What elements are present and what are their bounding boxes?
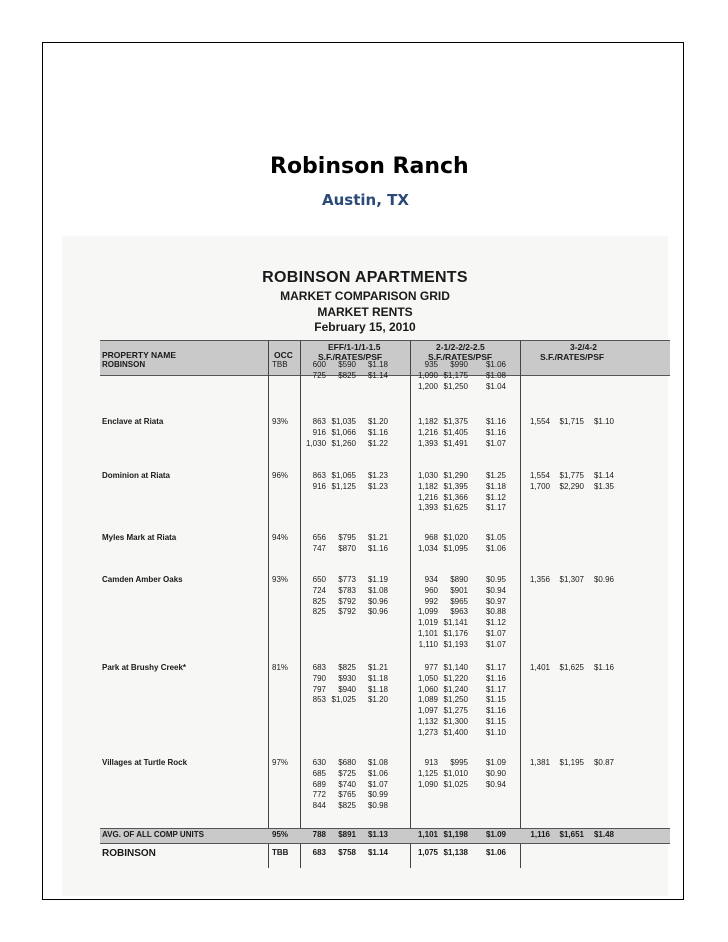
rate-value: $1,260	[331, 438, 356, 448]
sf-value: 1,182	[417, 417, 438, 426]
rate-value: $1,240	[443, 684, 468, 694]
rate-value: $1,195	[559, 758, 584, 767]
sf-value: 724	[312, 585, 326, 595]
rate-value: $792	[338, 607, 356, 617]
sf-value: 1,182	[417, 481, 438, 491]
rate-value: $1,065	[331, 471, 356, 480]
sf-value: 863	[312, 471, 326, 480]
occupancy-value: 93%	[272, 575, 289, 584]
psf-value: $1.20	[367, 695, 388, 705]
rate-value: $940	[338, 684, 356, 694]
sf-value: 1,554	[529, 471, 550, 480]
psf-value: $1.06	[485, 848, 506, 857]
psf-value: $1.18	[367, 673, 388, 683]
sf-value: 656	[312, 533, 326, 542]
rate-value: $1,307	[559, 575, 584, 584]
occupancy-value: 95%	[272, 830, 289, 839]
psf-value: $1.17	[485, 503, 506, 513]
psf-value: $1.16	[593, 663, 614, 672]
header-group2-bottom: S.F./RATES/PSF	[428, 352, 493, 362]
sheet-subtitle-2: MARKET RENTS	[317, 305, 413, 319]
psf-value: $1.25	[485, 471, 506, 480]
sf-value: 1,090	[417, 779, 438, 789]
rate-value: $1,290	[443, 471, 468, 480]
rate-value: $795	[338, 533, 356, 542]
rate-value: $825	[338, 370, 356, 380]
psf-value: $0.98	[367, 801, 388, 811]
psf-value: $0.96	[367, 596, 388, 606]
psf-value: $1.08	[485, 370, 506, 380]
column-divider	[268, 340, 269, 868]
header-property-name: PROPERTY NAME	[102, 350, 176, 360]
rate-value: $2,290	[559, 481, 584, 491]
comparison-table	[100, 340, 670, 868]
rate-value: $1,176	[443, 629, 468, 638]
psf-value: $1.18	[367, 684, 388, 694]
psf-value: $0.96	[367, 607, 388, 617]
robinson-total-label: ROBINSON	[102, 848, 156, 859]
sf-value: 1,099	[417, 607, 438, 617]
average-label: AVG. OF ALL COMP UNITS	[102, 830, 204, 839]
sheet-subtitle: MARKET COMPARISON GRID	[280, 289, 450, 303]
rate-value: $1,275	[443, 706, 468, 716]
sf-value: 685	[312, 768, 326, 778]
psf-value: $1.35	[593, 481, 614, 491]
rate-value: $1,025	[443, 779, 468, 789]
rate-value: $1,400	[443, 727, 468, 737]
property-name: Camden Amber Oaks	[102, 575, 183, 584]
rate-value: $1,035	[331, 417, 356, 426]
psf-value: $1.21	[367, 533, 388, 542]
scanned-market-grid	[62, 236, 668, 896]
sf-value: 1,101	[417, 830, 438, 839]
rate-value: $725	[338, 768, 356, 778]
psf-value: $1.21	[367, 663, 388, 672]
psf-value: $0.87	[593, 758, 614, 767]
sf-value: 1,097	[417, 706, 438, 716]
psf-value: $1.16	[367, 543, 388, 553]
sf-value: 1,132	[417, 717, 438, 726]
column-divider	[410, 340, 411, 868]
rate-value: $1,125	[331, 481, 356, 491]
psf-value: $1.13	[367, 830, 388, 839]
psf-value: $0.94	[485, 779, 506, 789]
sf-value: 992	[424, 596, 438, 606]
rate-value: $1,010	[443, 768, 468, 778]
psf-value: $1.12	[485, 492, 506, 502]
property-name: Myles Mark at Riata	[102, 533, 177, 542]
sf-value: 1,034	[417, 543, 438, 553]
rate-value: $1,020	[443, 533, 468, 542]
rate-value: $792	[338, 596, 356, 606]
psf-value: $1.08	[367, 585, 388, 595]
sf-value: 916	[312, 481, 326, 491]
rate-value: $1,095	[443, 543, 468, 553]
psf-value: $1.48	[593, 830, 614, 839]
sf-value: 913	[424, 758, 438, 767]
rate-value: $783	[338, 585, 356, 595]
psf-value: $0.97	[485, 596, 506, 606]
psf-value: $1.17	[485, 663, 506, 672]
rate-value: $1,198	[443, 830, 468, 839]
rate-value: $995	[450, 758, 468, 767]
psf-value: $1.10	[485, 727, 506, 737]
psf-value: $1.07	[485, 629, 506, 638]
rate-value: $1,405	[443, 427, 468, 437]
rate-value: $1,193	[443, 639, 468, 649]
occupancy-value: 93%	[272, 417, 289, 426]
psf-value: $1.10	[593, 417, 614, 426]
sf-value: 1,101	[417, 629, 438, 638]
rate-value: $1,375	[443, 417, 468, 426]
occupancy-value: 96%	[272, 471, 289, 480]
rate-value: $891	[338, 830, 356, 839]
psf-value: $1.12	[485, 618, 506, 628]
sf-value: 1,273	[417, 727, 438, 737]
sf-value: 790	[312, 673, 326, 683]
psf-value: $1.14	[593, 471, 614, 480]
psf-value: $0.88	[485, 607, 506, 617]
psf-value: $1.16	[485, 417, 506, 426]
sf-value: 1,381	[529, 758, 550, 767]
occupancy-value: TBB	[272, 360, 288, 369]
psf-value: $1.06	[367, 768, 388, 778]
rate-value: $825	[338, 801, 356, 811]
rate-value: $1,651	[559, 830, 584, 839]
sf-value: 725	[312, 370, 326, 380]
psf-value: $0.94	[485, 585, 506, 595]
sf-value: 683	[312, 848, 326, 857]
sf-value: 1,554	[529, 417, 550, 426]
rate-value: $680	[338, 758, 356, 767]
sf-value: 1,216	[417, 492, 438, 502]
rate-value: $965	[450, 596, 468, 606]
sf-value: 1,089	[417, 695, 438, 705]
rate-value: $740	[338, 779, 356, 789]
sf-value: 863	[312, 417, 326, 426]
rate-value: $1,625	[559, 663, 584, 672]
sf-value: 1,200	[417, 381, 438, 391]
psf-value: $1.23	[367, 471, 388, 480]
rate-value: $1,300	[443, 717, 468, 726]
rate-value: $758	[338, 848, 356, 857]
sf-value: 1,050	[417, 673, 438, 683]
sheet-date: February 15, 2010	[314, 320, 416, 334]
sf-value: 1,216	[417, 427, 438, 437]
psf-value: $1.18	[485, 481, 506, 491]
rate-value: $1,395	[443, 481, 468, 491]
sf-value: 772	[312, 790, 326, 800]
sf-value: 689	[312, 779, 326, 789]
sf-value: 1,401	[529, 663, 550, 672]
sf-value: 916	[312, 427, 326, 437]
sf-value: 1,393	[417, 438, 438, 448]
rate-value: $963	[450, 607, 468, 617]
psf-value: $0.96	[593, 575, 614, 584]
psf-value: $1.07	[485, 639, 506, 649]
psf-value: $1.16	[485, 706, 506, 716]
header-group1-bottom: S.F./RATES/PSF	[318, 352, 383, 362]
sf-value: 1,700	[529, 481, 550, 491]
psf-value: $1.04	[485, 381, 506, 391]
rate-value: $890	[450, 575, 468, 584]
sf-value: 630	[312, 758, 326, 767]
rate-value: $1,220	[443, 673, 468, 683]
psf-value: $1.05	[485, 533, 506, 542]
sf-value: 1,090	[417, 370, 438, 380]
page-subtitle: Austin, TX	[322, 191, 409, 209]
rate-value: $1,066	[331, 427, 356, 437]
sf-value: 788	[312, 830, 326, 839]
psf-value: $0.90	[485, 768, 506, 778]
sf-value: 1,356	[529, 575, 550, 584]
occupancy-value: TBB	[272, 848, 289, 857]
rate-value: $1,250	[443, 695, 468, 705]
rate-value: $1,250	[443, 381, 468, 391]
rate-value: $1,775	[559, 471, 584, 480]
rate-value: $930	[338, 673, 356, 683]
page-title: Robinson Ranch	[270, 154, 469, 179]
sf-value: 968	[424, 533, 438, 542]
sf-value: 1,393	[417, 503, 438, 513]
rate-value: $1,366	[443, 492, 468, 502]
rate-value: $765	[338, 790, 356, 800]
sf-value: 1,060	[417, 684, 438, 694]
rate-value: $1,138	[443, 848, 468, 857]
psf-value: $1.08	[367, 758, 388, 767]
sheet-title: ROBINSON APARTMENTS	[262, 269, 468, 286]
header-group3-top: 3-2/4-2	[570, 342, 597, 352]
psf-value: $0.95	[485, 575, 506, 584]
property-name: Dominion at Riata	[102, 471, 171, 480]
sf-value: 797	[312, 684, 326, 694]
column-divider	[520, 340, 521, 868]
rate-value: $1,625	[443, 503, 468, 513]
psf-value: $1.16	[485, 673, 506, 683]
occupancy-value: 97%	[272, 758, 289, 767]
psf-value: $1.07	[367, 779, 388, 789]
psf-value: $1.14	[367, 370, 388, 380]
psf-value: $1.19	[367, 575, 388, 584]
sf-value: 1,030	[306, 438, 327, 448]
rate-value: $1,141	[443, 618, 468, 628]
sf-value: 934	[424, 575, 438, 584]
header-occ: OCC	[274, 350, 293, 360]
sf-value: 683	[312, 663, 326, 672]
psf-value: $1.07	[485, 438, 506, 448]
rate-value: $990	[450, 360, 468, 369]
rate-value: $901	[450, 585, 468, 595]
rate-value: $1,025	[331, 695, 356, 705]
psf-value: $1.18	[367, 360, 388, 369]
occupancy-value: 94%	[272, 533, 289, 542]
sf-value: 935	[424, 360, 438, 369]
psf-value: $1.06	[485, 360, 506, 369]
psf-value: $1.15	[485, 717, 506, 726]
psf-value: $1.15	[485, 695, 506, 705]
psf-value: $1.14	[367, 848, 388, 857]
sf-value: 853	[312, 695, 326, 705]
rate-value: $1,715	[559, 417, 584, 426]
psf-value: $1.20	[367, 417, 388, 426]
psf-value: $1.09	[485, 758, 506, 767]
rate-value: $870	[338, 543, 356, 553]
sf-value: 1,125	[417, 768, 438, 778]
sf-value: 1,116	[530, 830, 550, 839]
header-group1-top: EFF/1-1/1-1.5	[328, 342, 381, 352]
rate-value: $773	[338, 575, 356, 584]
sf-value: 977	[424, 663, 438, 672]
rate-value: $825	[338, 663, 356, 672]
sf-value: 747	[312, 543, 326, 553]
rate-value: $1,491	[443, 438, 468, 448]
property-name: Villages at Turtle Rock	[102, 758, 188, 767]
property-name: ROBINSON	[102, 360, 146, 369]
occupancy-value: 81%	[272, 663, 289, 672]
rate-value: $1,140	[443, 663, 468, 672]
sf-value: 1,110	[418, 639, 438, 649]
header-group3-bottom: S.F./RATES/PSF	[540, 352, 605, 362]
psf-value: $1.16	[485, 427, 506, 437]
psf-value: $1.06	[485, 543, 506, 553]
property-name: Park at Brushy Creek*	[102, 663, 187, 672]
sf-value: 825	[312, 607, 326, 617]
sf-value: 1,075	[417, 848, 438, 857]
sf-value: 1,030	[417, 471, 438, 480]
sf-value: 960	[424, 585, 438, 595]
psf-value: $1.16	[367, 427, 388, 437]
sf-value: 650	[312, 575, 326, 584]
psf-value: $1.22	[367, 438, 388, 448]
property-name: Enclave at Riata	[102, 417, 164, 426]
sf-value: 825	[312, 596, 326, 606]
sf-value: 600	[312, 360, 326, 369]
psf-value: $1.09	[485, 830, 506, 839]
rate-value: $590	[338, 360, 356, 369]
psf-value: $1.17	[485, 684, 506, 694]
rate-value: $1,175	[443, 370, 468, 380]
psf-value: $0.99	[367, 790, 388, 800]
sf-value: 844	[312, 801, 326, 811]
psf-value: $1.23	[367, 481, 388, 491]
sf-value: 1,019	[417, 618, 438, 628]
header-group2-top: 2-1/2-2/2-2.5	[436, 342, 485, 352]
